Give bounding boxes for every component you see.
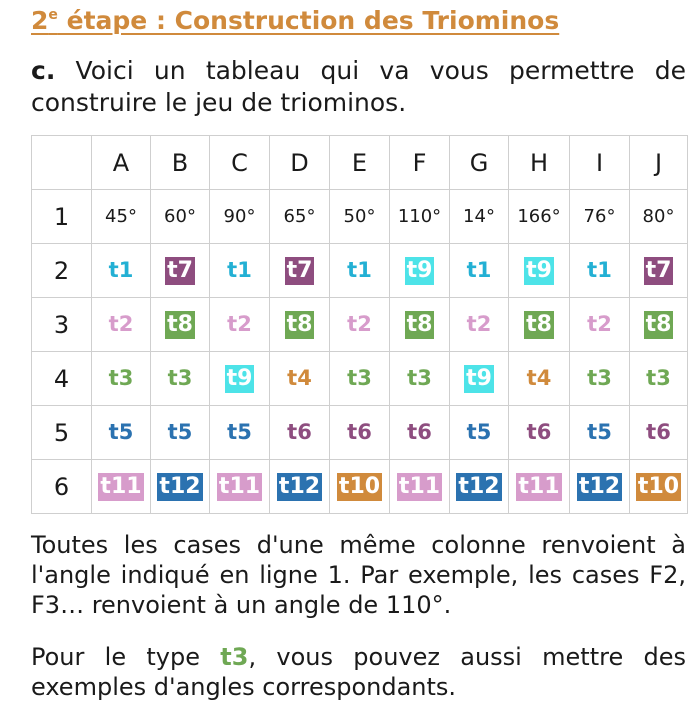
table-cell-i5: [570, 406, 630, 460]
table-cell-d2: [270, 244, 330, 298]
triomino-type: t2: [466, 312, 492, 336]
triomino-type: t11: [518, 473, 560, 499]
corner-cell: [32, 136, 92, 190]
table-cell-g5: [450, 406, 509, 460]
table-cell-a5: [92, 406, 151, 460]
table-cell-a6: [92, 460, 151, 514]
column-header-e: E: [330, 136, 390, 190]
title-superscript: e: [48, 7, 58, 23]
triomino-type: t10: [637, 473, 680, 499]
triomino-type: t8: [406, 311, 433, 337]
column-header-j: J: [630, 136, 688, 190]
table-row: [32, 352, 688, 406]
table-cell-e6: [330, 460, 390, 514]
table-cell-g1: 14°: [450, 190, 509, 244]
triomino-type: t5: [466, 420, 492, 444]
triomino-type: t2: [108, 312, 134, 336]
table-cell-f5: [390, 406, 450, 460]
table-cell-j4: [630, 352, 688, 406]
table-cell-a1: 45°: [92, 190, 151, 244]
column-header-f: F: [390, 136, 450, 190]
table-cell-i2: [570, 244, 630, 298]
triomino-type: t5: [227, 420, 252, 444]
row-label: 5: [32, 406, 92, 460]
table-cell-i4: [570, 352, 630, 406]
table-cell-d1: 65°: [270, 190, 330, 244]
table-cell-e4: [330, 352, 390, 406]
triomino-type: t8: [167, 311, 193, 337]
table-cell-i1: 76°: [570, 190, 630, 244]
triomino-type: t1: [108, 258, 134, 282]
table-cell-d6: [270, 460, 330, 514]
triomino-type: t3: [587, 366, 612, 390]
column-header-c: C: [210, 136, 270, 190]
column-header-h: H: [509, 136, 570, 190]
t3-highlight: t3: [220, 643, 249, 671]
table-cell-b6: [151, 460, 210, 514]
triomino-type: t11: [100, 473, 142, 499]
row-label: 4: [32, 352, 92, 406]
triomino-type: t7: [645, 257, 672, 283]
table-cell-c1: 90°: [210, 190, 270, 244]
table-cell-e5: [330, 406, 390, 460]
table-cell-j5: [630, 406, 688, 460]
table-cell-j1: 80°: [630, 190, 688, 244]
table-cell-j6: [630, 460, 688, 514]
triomino-type: t8: [645, 311, 672, 337]
t3-paragraph: Pour le type t3, vous pouvez aussi mettre des exemples d'angles correspondants.: [31, 643, 686, 701]
triomino-type: t6: [287, 420, 312, 444]
triomino-type: t5: [108, 420, 134, 444]
triomino-type: t9: [406, 257, 433, 283]
column-header-i: I: [570, 136, 630, 190]
triomino-type: t7: [286, 257, 313, 283]
table-cell-h5: [509, 406, 570, 460]
table-cell-e3: [330, 298, 390, 352]
triomino-type: t6: [407, 420, 432, 444]
triomino-type: t1: [466, 258, 492, 282]
triomino-type: t3: [407, 366, 432, 390]
triomino-type: t9: [466, 365, 492, 391]
table-cell-g6: [450, 460, 509, 514]
table-cell-h4: [509, 352, 570, 406]
triomino-type: t12: [458, 473, 500, 499]
triomino-type: t2: [227, 312, 252, 336]
page-title: 2e étape : Construction des Triominos: [31, 6, 560, 35]
table-cell-c3: [210, 298, 270, 352]
triomino-type: t1: [227, 258, 252, 282]
table-cell-g2: [450, 244, 509, 298]
row-label: 1: [32, 190, 92, 244]
triomino-type: t4: [526, 366, 552, 390]
triomino-type: t12: [159, 473, 201, 499]
table-cell-d4: [270, 352, 330, 406]
triomino-type: t1: [347, 258, 372, 282]
table-cell-g3: [450, 298, 509, 352]
triomino-type: t3: [167, 366, 193, 390]
table-cell-e1: 50°: [330, 190, 390, 244]
table-cell-b1: 60°: [151, 190, 210, 244]
triomino-type: t4: [287, 366, 312, 390]
table-cell-a3: [92, 298, 151, 352]
table-cell-g4: [450, 352, 509, 406]
triomino-type: t3: [347, 366, 372, 390]
table-cell-b3: [151, 298, 210, 352]
table-cell-e2: [330, 244, 390, 298]
question-label: c.: [31, 56, 56, 85]
triomino-type: t5: [167, 420, 193, 444]
triomino-type: t6: [526, 420, 552, 444]
table-cell-d3: [270, 298, 330, 352]
column-header-d: D: [270, 136, 330, 190]
table-cell-b4: [151, 352, 210, 406]
table-cell-f6: [390, 460, 450, 514]
table-cell-c6: [210, 460, 270, 514]
triomino-type: t3: [108, 366, 134, 390]
explanation-paragraph: Toutes les cases d'une même colonne renvoient à l'angle indiqué en ligne 1. Par exemple, les cases F2, F3… renvoient à un angle de 110°.: [31, 531, 686, 619]
table-cell-h1: 166°: [509, 190, 570, 244]
intro-text: c. Voici un tableau qui va vous permettre de construire le jeu de triominos.: [31, 56, 686, 117]
triomino-type: t12: [578, 473, 621, 499]
table-row: [32, 298, 688, 352]
table-header-row: [32, 136, 688, 190]
row-label: 3: [32, 298, 92, 352]
row-label: 2: [32, 244, 92, 298]
table-cell-i3: [570, 298, 630, 352]
column-header-g: G: [450, 136, 509, 190]
triomino-table: [31, 135, 688, 514]
triomino-type: t9: [226, 365, 253, 391]
table-cell-a2: [92, 244, 151, 298]
triomino-type: t8: [286, 311, 313, 337]
table-row: [32, 190, 688, 244]
table-cell-c5: [210, 406, 270, 460]
triomino-type: t3: [646, 366, 671, 390]
row-label: 6: [32, 460, 92, 514]
table-cell-b5: [151, 406, 210, 460]
table-cell-a4: [92, 352, 151, 406]
column-header-a: A: [92, 136, 151, 190]
table-row: [32, 244, 688, 298]
triomino-type: t11: [218, 473, 261, 499]
triomino-type: t11: [398, 473, 441, 499]
table-row: [32, 460, 688, 514]
column-header-b: B: [151, 136, 210, 190]
triomino-type: t5: [587, 420, 612, 444]
table-cell-f4: [390, 352, 450, 406]
triomino-type: t2: [347, 312, 372, 336]
table-cell-f2: [390, 244, 450, 298]
table-cell-h3: [509, 298, 570, 352]
table-row: [32, 406, 688, 460]
table-cell-c4: [210, 352, 270, 406]
triomino-type: t2: [587, 312, 612, 336]
table-cell-b2: [151, 244, 210, 298]
table-cell-h2: [509, 244, 570, 298]
triomino-type: t8: [526, 311, 552, 337]
triomino-type: t10: [338, 473, 381, 499]
table-cell-j2: [630, 244, 688, 298]
table-cell-d5: [270, 406, 330, 460]
triomino-type: t12: [278, 473, 321, 499]
table-cell-j3: [630, 298, 688, 352]
triomino-type: t7: [167, 257, 193, 283]
table-cell-h6: [509, 460, 570, 514]
table-cell-i6: [570, 460, 630, 514]
table-cell-f3: [390, 298, 450, 352]
table-cell-f1: 110°: [390, 190, 450, 244]
table-cell-c2: [210, 244, 270, 298]
triomino-type: t6: [347, 420, 372, 444]
triomino-type: t1: [587, 258, 612, 282]
triomino-type: t9: [526, 257, 552, 283]
triomino-type: t6: [646, 420, 671, 444]
